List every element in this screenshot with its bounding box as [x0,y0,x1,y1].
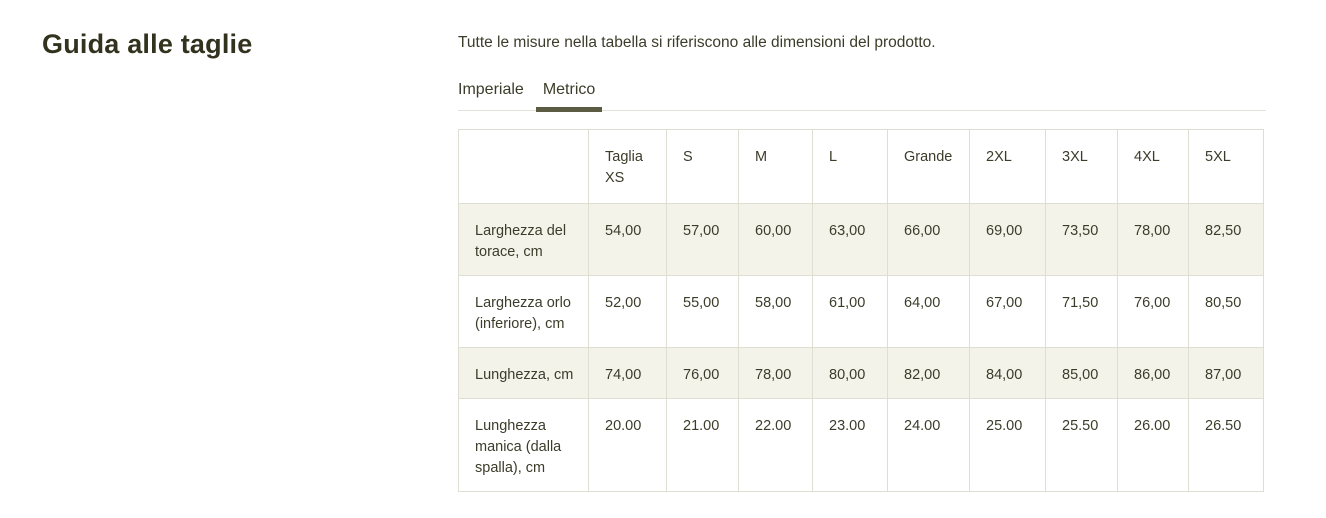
measurement-value-cell: 64,00 [888,276,970,348]
size-column-header: 3XL [1046,130,1118,204]
measurement-value-cell: 76,00 [667,348,739,399]
measurement-value-cell: 21.00 [667,399,739,492]
measurement-value-cell: 61,00 [813,276,888,348]
size-table [458,129,1264,492]
measurement-value-cell: 67,00 [970,276,1046,348]
measurement-value-cell: 78,00 [1118,204,1189,276]
size-column-header: Taglia XS [589,130,667,204]
measurement-value-cell: 25.00 [970,399,1046,492]
table-row [459,276,1264,348]
measurement-value-cell: 54,00 [589,204,667,276]
measurement-row-label: Larghezza del torace, cm [459,204,589,276]
measurement-value-cell: 69,00 [970,204,1046,276]
size-table-corner-cell [459,130,589,204]
measurement-value-cell: 26.50 [1189,399,1264,492]
measurement-value-cell: 82,50 [1189,204,1264,276]
size-column-header: 4XL [1118,130,1189,204]
measurement-value-cell: 85,00 [1046,348,1118,399]
unit-tabs [458,80,1266,111]
measurement-value-cell: 55,00 [667,276,739,348]
size-guide-left-column [42,28,458,518]
measurement-value-cell: 86,00 [1118,348,1189,399]
table-row [459,204,1264,276]
size-column-header: 5XL [1189,130,1264,204]
measurement-value-cell: 66,00 [888,204,970,276]
measurement-value-cell: 22.00 [739,399,813,492]
measurement-value-cell: 73,50 [1046,204,1118,276]
page-title: Guida alle taglie [42,29,253,59]
measurement-value-cell: 76,00 [1118,276,1189,348]
measurement-value-cell: 58,00 [739,276,813,348]
size-column-header: L [813,130,888,204]
table-row [459,348,1264,399]
measurement-row-label: Lunghezza, cm [459,348,589,399]
size-table-header-row [459,130,1264,204]
measurement-value-cell: 82,00 [888,348,970,399]
measurement-value-cell: 57,00 [667,204,739,276]
tab-metrico[interactable]: Metrico [543,80,595,110]
measurement-row-label: Larghezza orlo (inferiore), cm [459,276,589,348]
measurement-value-cell: 74,00 [589,348,667,399]
measurement-value-cell: 87,00 [1189,348,1264,399]
measurement-value-cell: 71,50 [1046,276,1118,348]
measurement-value-cell: 80,50 [1189,276,1264,348]
size-column-header: 2XL [970,130,1046,204]
measurement-row-label: Lunghezza manica (dalla spalla), cm [459,399,589,492]
size-column-header: S [667,130,739,204]
measurement-value-cell: 26.00 [1118,399,1189,492]
measurement-value-cell: 80,00 [813,348,888,399]
measurement-value-cell: 25.50 [1046,399,1118,492]
table-row [459,399,1264,492]
measurement-value-cell: 78,00 [739,348,813,399]
measurement-value-cell: 63,00 [813,204,888,276]
size-column-header: M [739,130,813,204]
measurement-value-cell: 20.00 [589,399,667,492]
measurement-value-cell: 23.00 [813,399,888,492]
measurement-value-cell: 84,00 [970,348,1046,399]
measurement-value-cell: 24.00 [888,399,970,492]
measurement-value-cell: 52,00 [589,276,667,348]
measurement-value-cell: 60,00 [739,204,813,276]
measurement-note: Tutte le misure nella tabella si riferiscono alle dimensioni del prodotto. [458,34,936,51]
tab-imperiale[interactable]: Imperiale [458,81,524,98]
size-column-header: Grande [888,130,970,204]
size-guide-right-column [458,28,1268,518]
